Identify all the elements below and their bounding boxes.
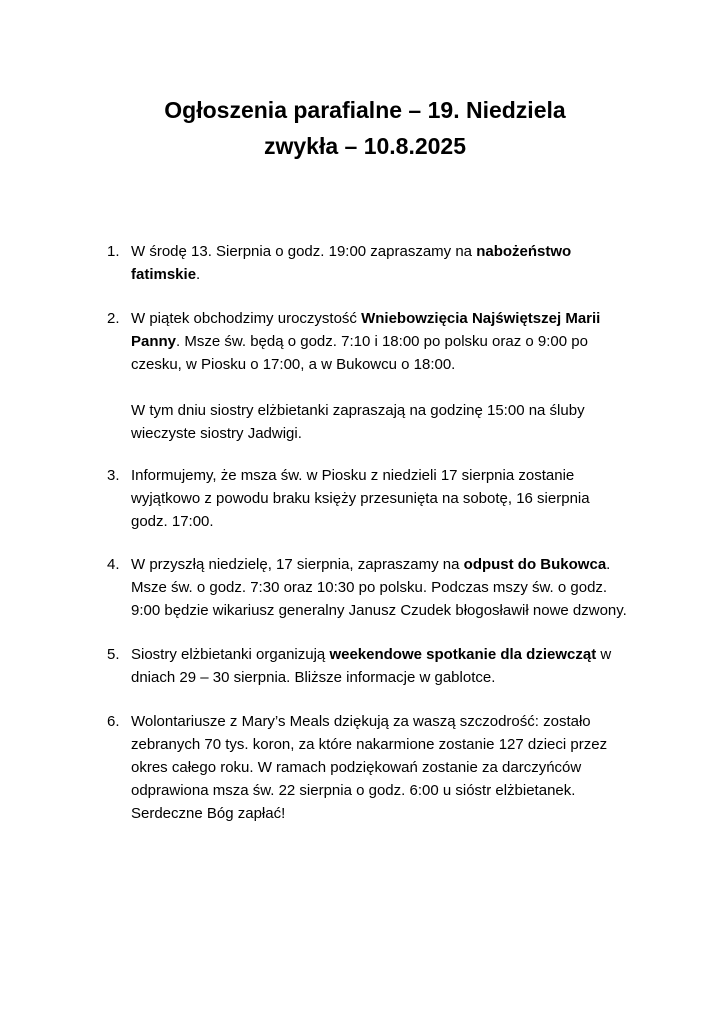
item-number: 2.: [107, 310, 120, 327]
item-paragraph: [131, 643, 627, 689]
title-line-2: zwykła – 10.8.2025: [263, 133, 467, 159]
item-bold-text: odpust do Bukowca: [463, 556, 607, 573]
item-body: [131, 464, 627, 533]
item-paragraph: [131, 240, 627, 286]
item-paragraph: W tym dniu siostry elżbietanki zapraszają na godzinę 15:00 na śluby wieczyste siostry Jadwigi.: [131, 402, 585, 442]
page-title: [100, 92, 630, 164]
announcement-item-1: [107, 240, 627, 286]
item-body: [131, 710, 627, 825]
item-bold-text: weekendowe spotkanie dla dziewcząt: [329, 646, 597, 663]
item-paragraph: [131, 307, 627, 376]
item-number: 6.: [107, 713, 120, 730]
item-text: .: [196, 266, 201, 283]
item-body: [131, 240, 627, 286]
item-text: . Msze św. o godz. 7:30 oraz 10:30 po polsku. Podczas mszy św. o godz. 9:00 będzie wikariusz generalny Janusz Czudek błogosławił nowe dzwony.: [131, 556, 627, 619]
item-paragraph: Informujemy, że msza św. w Piosku z niedzieli 17 sierpnia zostanie wyjątkowo z powodu braku księży przesunięta na sobotę, 16 sierpnia godz. 17:00.: [131, 467, 590, 530]
item-body: [131, 643, 627, 689]
announcement-item-2: [107, 307, 627, 445]
item-number: 1.: [107, 243, 120, 260]
item-number: 4.: [107, 556, 120, 573]
announcement-item-6: [107, 710, 627, 825]
item-text: Siostry elżbietanki organizują: [131, 646, 330, 663]
item-text: W piątek obchodzimy uroczystość: [131, 310, 362, 327]
announcement-item-3: [107, 464, 627, 533]
item-text: w dniach 29 – 30 sierpnia. Bliższe informacje w gablotce.: [131, 646, 612, 686]
item-text: W przyszłą niedzielę, 17 sierpnia, zapraszamy na: [131, 556, 464, 573]
item-number: 3.: [107, 467, 120, 484]
item-paragraph: [131, 553, 627, 622]
item-bold-text: Wniebowzięcia Najświętszej Marii Panny: [131, 310, 601, 350]
item-body: [131, 553, 627, 622]
item-number: 5.: [107, 646, 120, 663]
announcement-item-4: [107, 553, 627, 622]
item-paragraph: Wolontariusze z Mary’s Meals dziękują za waszą szczodrość: zostało zebranych 70 tys. koron, za które nakarmione zostanie 127 dzieci przez okres całego roku. W ramach podziękowań zostanie za darczyńców odprawiona msza św. 22 sierpnia o godz. 6:00 u sióstr elżbietanek. Serdeczne Bóg zapłać!: [131, 713, 608, 822]
item-bold-text: nabożeństwo fatimskie: [131, 243, 572, 283]
item-text: . Msze św. będą o godz. 7:10 i 18:00 po polsku oraz o 9:00 po czesku, w Piosku o 17:00, a w Bukowcu o 18:00.: [131, 333, 588, 373]
announcement-item-5: [107, 643, 627, 689]
title-line-1: Ogłoszenia parafialne – 19. Niedziela: [164, 97, 566, 123]
item-text: W środę 13. Sierpnia o godz. 19:00 zapraszamy na: [131, 243, 477, 260]
item-body: [131, 307, 627, 445]
